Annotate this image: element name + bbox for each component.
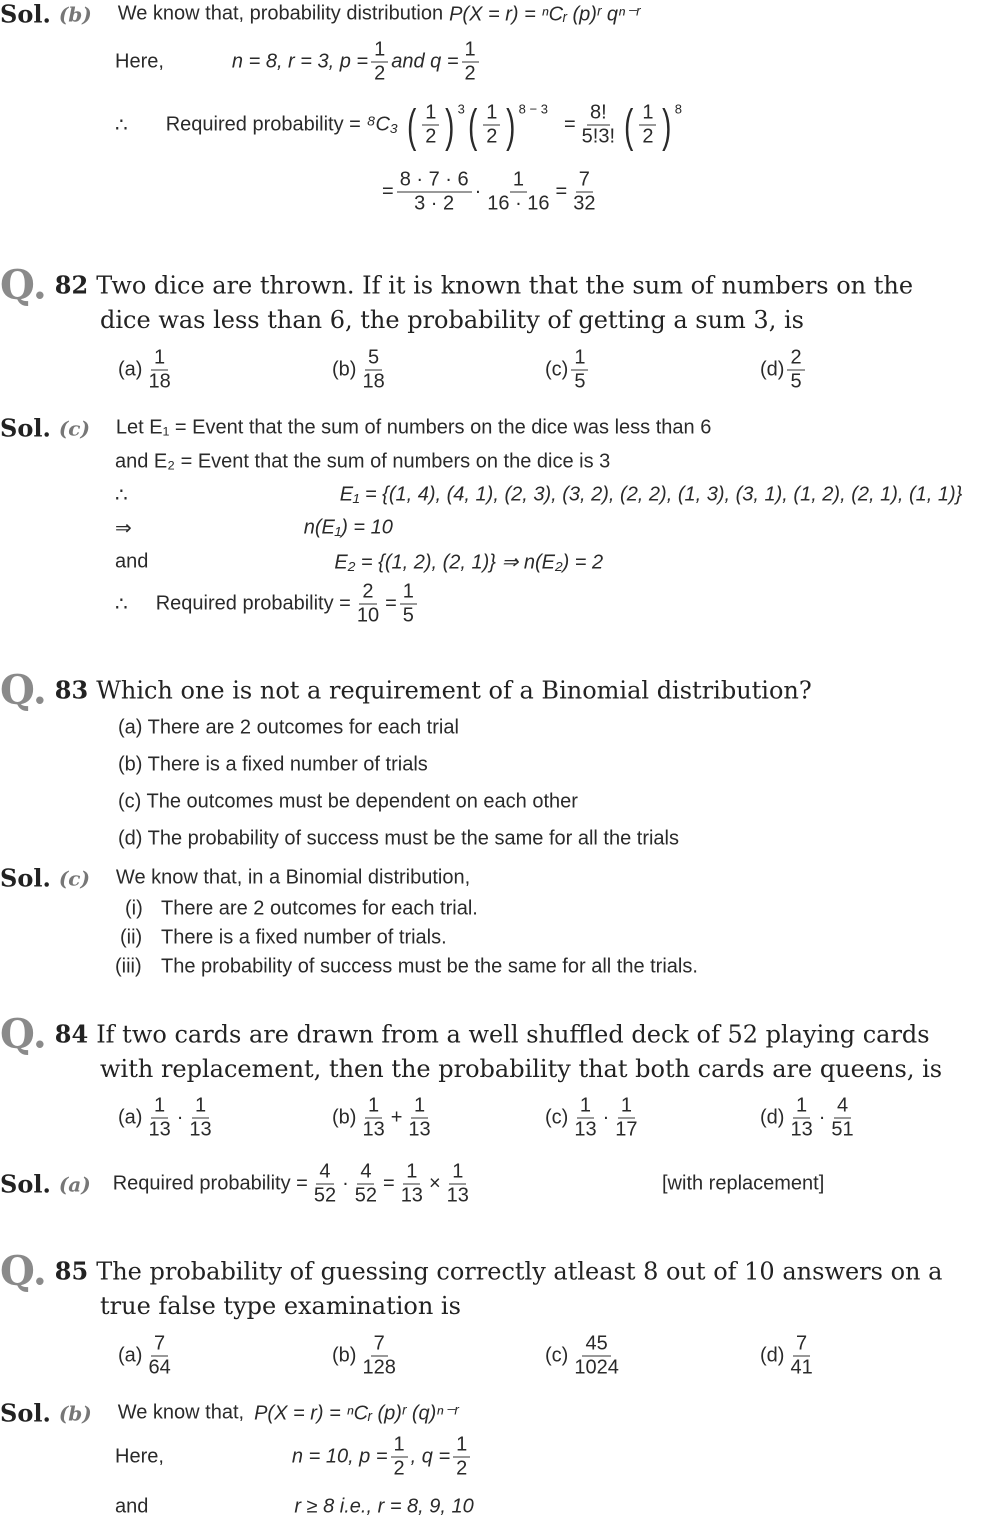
fraction: [145, 1333, 173, 1380]
math-text: 10: [356, 604, 380, 627]
math-text: 83: [54, 675, 89, 705]
math-text: r ≥ 8 i.e., r = 8, 9, 10: [294, 1495, 474, 1518]
math-text: 8 · 7 · 6: [397, 169, 472, 193]
math-text: 4: [357, 1161, 374, 1185]
math-text: 1: [639, 102, 656, 126]
parenthesis: (: [624, 99, 634, 151]
question-82: [0, 262, 913, 309]
math-text: 1: [391, 1434, 408, 1458]
math-text: 1: [510, 169, 527, 193]
math-text: 1: [453, 1434, 470, 1458]
text: Let E₁ = Event that the sum of numbers on the dice was less than 6: [115, 416, 712, 439]
math-text: +: [390, 1106, 403, 1129]
math-text: 18: [362, 370, 385, 393]
fraction: [787, 1095, 815, 1142]
math-text: E₁ = {(1, 4), (4, 1), (2, 3), (3, 2), (2, 2), (1, 3), (3, 1), (1, 2), (2, 1), (1, 1)}: [339, 483, 963, 506]
solution-81-header: [0, 0, 640, 29]
fraction: [405, 1095, 433, 1142]
math-text: Here,: [115, 1445, 164, 1468]
math-text: 13: [574, 1118, 597, 1141]
fraction: [579, 102, 618, 149]
math-text: 1: [151, 347, 168, 371]
fraction: [397, 169, 472, 216]
math-text: 1: [403, 1161, 420, 1185]
question-text: true false type examination is: [100, 1292, 461, 1320]
fraction: [422, 102, 439, 149]
fraction: [400, 581, 417, 628]
option-c: [545, 1333, 625, 1380]
option-b: [332, 1095, 437, 1142]
fraction: [571, 1095, 599, 1142]
parenthesis: ): [445, 99, 455, 151]
solution-84: [0, 1161, 475, 1208]
math-text: (a): [118, 358, 143, 381]
math-text: 7: [371, 1333, 388, 1357]
math-text: (d): [760, 1344, 785, 1367]
question-text: dice was less than 6, the probability of getting a sum 3, is: [100, 306, 804, 334]
math-text: There is a fixed number of trials.: [161, 926, 447, 949]
solution-82-header: [0, 414, 711, 443]
fraction: [787, 1333, 815, 1380]
fraction: [444, 1161, 472, 1208]
math-text: ·: [602, 1106, 610, 1129]
math-text: Which one is not a requirement of a Binomial distribution?: [96, 676, 812, 704]
math-text: n(E₁) = 10: [303, 516, 393, 539]
option-c: [545, 1095, 644, 1142]
math-text: 41: [790, 1356, 813, 1379]
math-text: Sol.: [0, 413, 51, 443]
math-text: (b): [58, 1401, 92, 1425]
parenthesis: ): [662, 99, 672, 151]
math-text: 1: [462, 39, 479, 63]
question-text: Two dice are thrown. If it is known that the sum of numbers on the: [96, 271, 914, 299]
math-text: 1: [400, 581, 417, 605]
fraction: [571, 1333, 622, 1380]
math-text: 5: [790, 370, 802, 393]
option-a: [118, 347, 177, 394]
math-text: Sol.: [0, 1398, 51, 1428]
fraction: [612, 1095, 640, 1142]
math-text: (d): [760, 358, 785, 381]
math-text: 13: [400, 1184, 423, 1207]
math-text: =: [385, 592, 397, 615]
math-text: 1: [371, 39, 388, 63]
formula: n = 8, r = 3, p =: [231, 50, 369, 73]
fraction: [483, 102, 500, 149]
math-text: 45: [582, 1333, 610, 1357]
math-text: n = 10, p =: [291, 1445, 388, 1468]
math-text: ·: [474, 180, 482, 203]
option-b: [332, 1333, 402, 1380]
fraction: [311, 1161, 339, 1208]
question-83: [0, 667, 812, 714]
math-text: and: [115, 1495, 149, 1518]
math-text: We know that,: [117, 1401, 245, 1424]
math-text: 1: [483, 102, 500, 126]
math-text: (b): [332, 358, 357, 381]
math-text: Sol.: [0, 1169, 51, 1199]
math-text: 8!: [587, 102, 610, 126]
math-text: 18: [148, 370, 171, 393]
parenthesis: (: [467, 99, 478, 151]
therefore: ∴: [115, 114, 128, 137]
fraction: [398, 1161, 426, 1208]
formula: P(X = r) = ⁿCᵣ (p)ʳ qⁿ⁻ʳ: [449, 3, 641, 26]
fraction: [352, 1161, 380, 1208]
math-text: There are 2 outcomes for each trial.: [161, 897, 478, 920]
fraction: [453, 1434, 470, 1481]
math-text: 1: [793, 1095, 810, 1119]
parenthesis: ): [506, 99, 516, 151]
text: Here,: [115, 50, 164, 73]
math-text: 1: [571, 347, 588, 371]
math-text: and: [115, 550, 149, 573]
fraction: [570, 169, 598, 216]
math-text: 7: [793, 1333, 810, 1357]
math-text: (c): [545, 1344, 569, 1367]
math-text: 13: [362, 1118, 385, 1141]
exponent: 3: [457, 101, 465, 117]
equals: =: [563, 113, 576, 136]
math-text: 1: [411, 1095, 428, 1119]
math-text: =: [383, 1172, 395, 1195]
math-text: If two cards are drawn from a well shuffled deck of 52 playing cards: [96, 1020, 930, 1048]
math-text: 2: [456, 1457, 468, 1480]
point-ii: [120, 927, 447, 950]
math-text: 2: [486, 125, 498, 148]
math-text: ·: [818, 1106, 826, 1129]
math-text: 1: [365, 1095, 382, 1119]
math-text: (c): [58, 866, 90, 890]
math-text: 1: [422, 102, 439, 126]
math-text: (a): [118, 1106, 143, 1129]
math-text: (a): [118, 1344, 143, 1367]
option-d: (d) The probability of success must be the same for all the trials: [118, 827, 679, 850]
math-text: (a): [58, 1172, 91, 1196]
math-text: 1: [192, 1095, 209, 1119]
exponent: 8: [674, 101, 683, 117]
text: Required probability =: [165, 113, 361, 136]
text: and E₂ = Event that the sum of numbers on the dice is 3: [115, 450, 611, 473]
fraction: [354, 581, 382, 628]
math-text: (i): [125, 897, 143, 920]
math-text: 2: [787, 347, 804, 371]
math-text: 1: [151, 1095, 168, 1119]
point-iii: [115, 956, 698, 979]
math-text: (c): [58, 416, 90, 440]
fraction: [359, 1333, 398, 1380]
math-text: E₂ = {(1, 2), (2, 1)} ⇒ n(E₂) = 2: [334, 551, 604, 574]
math-text: 4: [316, 1161, 333, 1185]
question-number: 82: [54, 270, 89, 300]
math-text: 16 · 16: [487, 192, 550, 215]
math-text: 5: [365, 347, 382, 371]
math-text: 1: [449, 1161, 466, 1185]
fraction: [639, 102, 656, 149]
math-text: 5: [402, 604, 414, 627]
text: We know that, probability distribution: [117, 2, 444, 25]
math-text: The probability of guessing correctly atleast 8 out of 10 answers on a: [96, 1257, 943, 1285]
fraction: [787, 347, 804, 394]
r-values: [115, 1496, 474, 1519]
math-text: 1024: [574, 1356, 619, 1379]
math-text: Required probability =: [112, 1172, 308, 1195]
answer-label: (b): [58, 2, 92, 26]
option-c: [545, 347, 591, 394]
option-d: [760, 1333, 819, 1380]
question-85: [0, 1248, 942, 1295]
math-text: 84: [54, 1019, 89, 1049]
required-probability-line: [115, 99, 683, 151]
math-text: (b): [332, 1344, 357, 1367]
math-text: The probability of success must be the same for all the trials.: [161, 955, 698, 978]
fraction: [359, 347, 387, 394]
math-text: 3 · 2: [414, 192, 455, 215]
math-text: 2: [464, 62, 476, 85]
math-text: , q =: [410, 1445, 451, 1468]
math-text: 13: [446, 1184, 469, 1207]
fraction: [145, 1095, 173, 1142]
math-text: 5: [574, 370, 586, 393]
ne1-line: [115, 516, 393, 541]
math-text: 7: [576, 169, 593, 193]
e1-line: [115, 483, 962, 508]
math-text: 2: [393, 1457, 405, 1480]
math-text: 5!3!: [581, 125, 615, 148]
math-text: 2: [425, 125, 437, 148]
required-probability-line: [115, 581, 420, 628]
given-values: [115, 39, 482, 86]
solution-83-header: [0, 864, 470, 893]
parenthesis: (: [406, 99, 417, 151]
fraction: [371, 39, 388, 86]
e2-line: [115, 550, 603, 575]
simplification-line: [382, 169, 601, 216]
math-text: ·: [342, 1172, 349, 1195]
fraction: [145, 347, 173, 394]
math-text: =: [555, 180, 568, 203]
math-text: Q.: [0, 1247, 47, 1295]
math-text: 32: [573, 192, 596, 215]
math-text: 52: [313, 1184, 337, 1207]
math-text: 13: [148, 1118, 171, 1141]
math-text: ∴: [115, 484, 128, 507]
math-text: 13: [408, 1118, 431, 1141]
option-b: [332, 347, 391, 394]
option-d: [760, 1095, 860, 1142]
math-text: 17: [615, 1118, 638, 1141]
math-text: (c): [545, 358, 569, 381]
math-text: 2: [374, 62, 386, 85]
math-text: 128: [362, 1356, 396, 1379]
math-text: ∴: [115, 593, 128, 616]
math-text: 51: [831, 1118, 854, 1141]
option-b: (b) There is a fixed number of trials: [118, 753, 428, 776]
fraction: [462, 39, 479, 86]
math-text: ×: [428, 1172, 441, 1195]
math-text: (d): [760, 1106, 785, 1129]
math-text: Q.: [0, 666, 47, 714]
math-text: 13: [189, 1118, 212, 1141]
math-text: Sol.: [0, 863, 51, 893]
math-text: 52: [354, 1184, 377, 1207]
math-text: P(X = r) = ⁿCᵣ (p)ʳ (q)ⁿ⁻ʳ: [254, 1402, 459, 1425]
math-text: 2: [642, 125, 654, 148]
math-text: We know that, in a Binomial distribution,: [115, 866, 471, 889]
question-text: with replacement, then the probability that both cards are queens, is: [100, 1055, 943, 1083]
math-text: Required probability =: [155, 592, 351, 615]
sol-label: Sol.: [0, 0, 51, 29]
note: [with replacement]: [662, 1172, 825, 1195]
math-text: (b): [332, 1106, 357, 1129]
math-text: 1: [577, 1095, 594, 1119]
math-text: (iii): [115, 955, 142, 978]
formula: ⁸C₃: [366, 113, 398, 136]
math-text: ·: [176, 1106, 184, 1129]
math-text: 4: [834, 1095, 851, 1119]
q-label: Q.: [0, 261, 47, 309]
math-text: (c): [545, 1106, 569, 1129]
fraction: [391, 1434, 408, 1481]
fraction: [484, 169, 552, 216]
fraction: [359, 1095, 387, 1142]
option-c: (c) The outcomes must be dependent on each other: [118, 790, 578, 813]
option-a: [118, 1333, 177, 1380]
option-a: (a) There are 2 outcomes for each trial: [118, 716, 459, 739]
math-text: 2: [359, 581, 376, 605]
exponent: 8 − 3: [518, 101, 548, 117]
math-text: ⇒: [115, 517, 132, 540]
math-text: Q.: [0, 1010, 47, 1058]
math-text: 7: [151, 1333, 168, 1357]
fraction: [828, 1095, 856, 1142]
option-a: [118, 1095, 218, 1142]
solution-85-header: [0, 1399, 459, 1428]
math-text: 85: [54, 1256, 89, 1286]
math-text: 1: [618, 1095, 635, 1119]
fraction: [186, 1095, 214, 1142]
fraction: [571, 347, 588, 394]
question-84: [0, 1011, 930, 1058]
math-text: (ii): [120, 926, 143, 949]
point-i: [125, 898, 478, 921]
math-text: 64: [148, 1356, 171, 1379]
math-text: 13: [790, 1118, 813, 1141]
option-d: [760, 347, 808, 394]
math-text: =: [382, 180, 394, 203]
formula: and q =: [391, 50, 459, 73]
given-values: [115, 1434, 473, 1481]
